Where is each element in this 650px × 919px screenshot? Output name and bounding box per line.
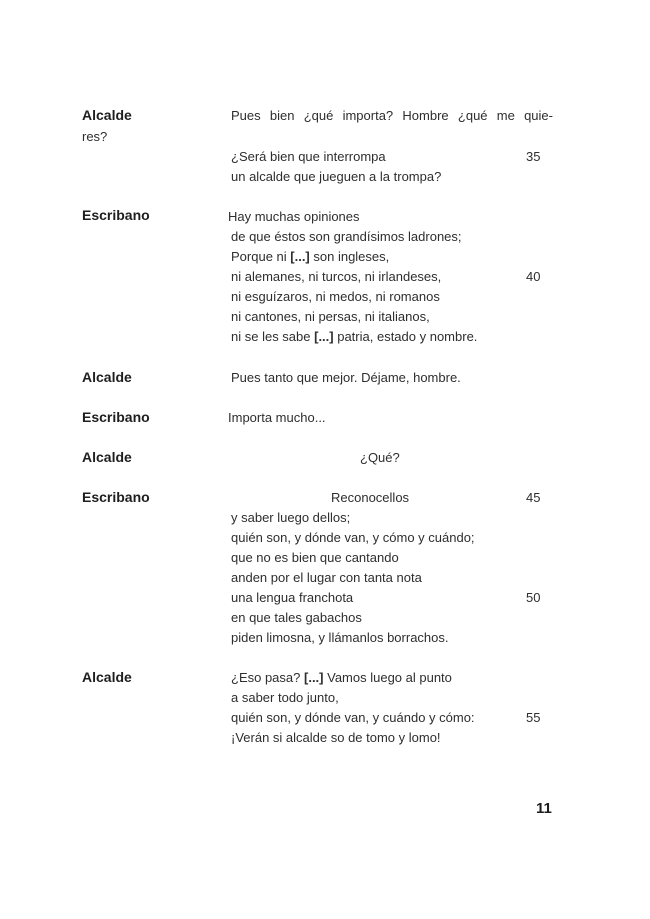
page-number: 11: [536, 800, 552, 817]
verse-text: ¿Eso pasa?: [231, 670, 304, 685]
verse-line: Reconocellos: [331, 490, 410, 505]
omission-bracket: [...]: [314, 329, 334, 344]
verse-line: [231, 249, 389, 265]
verse-line: [231, 670, 452, 686]
verse-line: [231, 108, 553, 123]
verse-text: patria, estado y nombre.: [333, 329, 478, 344]
line-number: 35: [526, 149, 541, 164]
verse-line: ¿Qué?: [360, 450, 400, 465]
speaker-name: Alcalde: [82, 449, 132, 465]
verse-line: Hay muchas opiniones: [228, 209, 360, 224]
verse-line: de que éstos son grandísimos ladrones;: [231, 229, 462, 244]
verse-text: ni se les sabe: [231, 329, 315, 344]
speaker-name: Alcalde: [82, 369, 132, 385]
verse-text: Vamos luego al punto: [323, 670, 452, 685]
verse-line: ¿Será bien que interrompa: [231, 149, 386, 164]
verse-line: quién son, y dónde van, y cómo y cuándo;: [231, 530, 475, 545]
line-number: 40: [526, 269, 541, 284]
speaker-name: Alcalde: [82, 107, 132, 123]
verse-line: Pues tanto que mejor. Déjame, hombre.: [231, 370, 461, 385]
omission-bracket: [...]: [290, 249, 310, 264]
verse-line: en que tales gabachos: [231, 610, 362, 625]
verse-line: un alcalde que jueguen a la trompa?: [231, 169, 442, 184]
speaker-name: Escribano: [82, 207, 150, 223]
verse-text: Pues bien ¿qué importa? Hombre ¿qué me quie-: [231, 108, 553, 123]
verse-line: anden por el lugar con tanta nota: [231, 570, 422, 585]
verse-line: ni esguízaros, ni medos, ni romanos: [231, 289, 440, 304]
verse-text: Porque ni: [231, 249, 291, 264]
verse-line: que no es bien que cantando: [231, 550, 399, 565]
verse-line: [231, 329, 477, 345]
verse-line: ni alemanes, ni turcos, ni irlandeses,: [231, 269, 442, 284]
verse-line: Importa mucho...: [228, 410, 326, 425]
verse-line: y saber luego dellos;: [231, 510, 351, 525]
line-number: 55: [526, 710, 541, 725]
speaker-name: Alcalde: [82, 669, 132, 685]
line-number: 45: [526, 490, 541, 505]
line-number: 50: [526, 590, 541, 605]
omission-bracket: [...]: [304, 670, 324, 685]
verse-line: piden limosna, y llámanlos borrachos.: [231, 630, 449, 645]
verse-line: res?: [82, 129, 108, 144]
verse-text: son ingleses,: [309, 249, 390, 264]
verse-line: ni cantones, ni persas, ni italianos,: [231, 309, 430, 324]
verse-line: quién son, y dónde van, y cuándo y cómo:: [231, 710, 475, 725]
verse-line: a saber todo junto,: [231, 690, 339, 705]
verse-line: una lengua franchota: [231, 590, 354, 605]
speaker-name: Escribano: [82, 489, 150, 505]
verse-line: ¡Verán si alcalde so de tomo y lomo!: [231, 730, 441, 745]
speaker-name: Escribano: [82, 409, 150, 425]
